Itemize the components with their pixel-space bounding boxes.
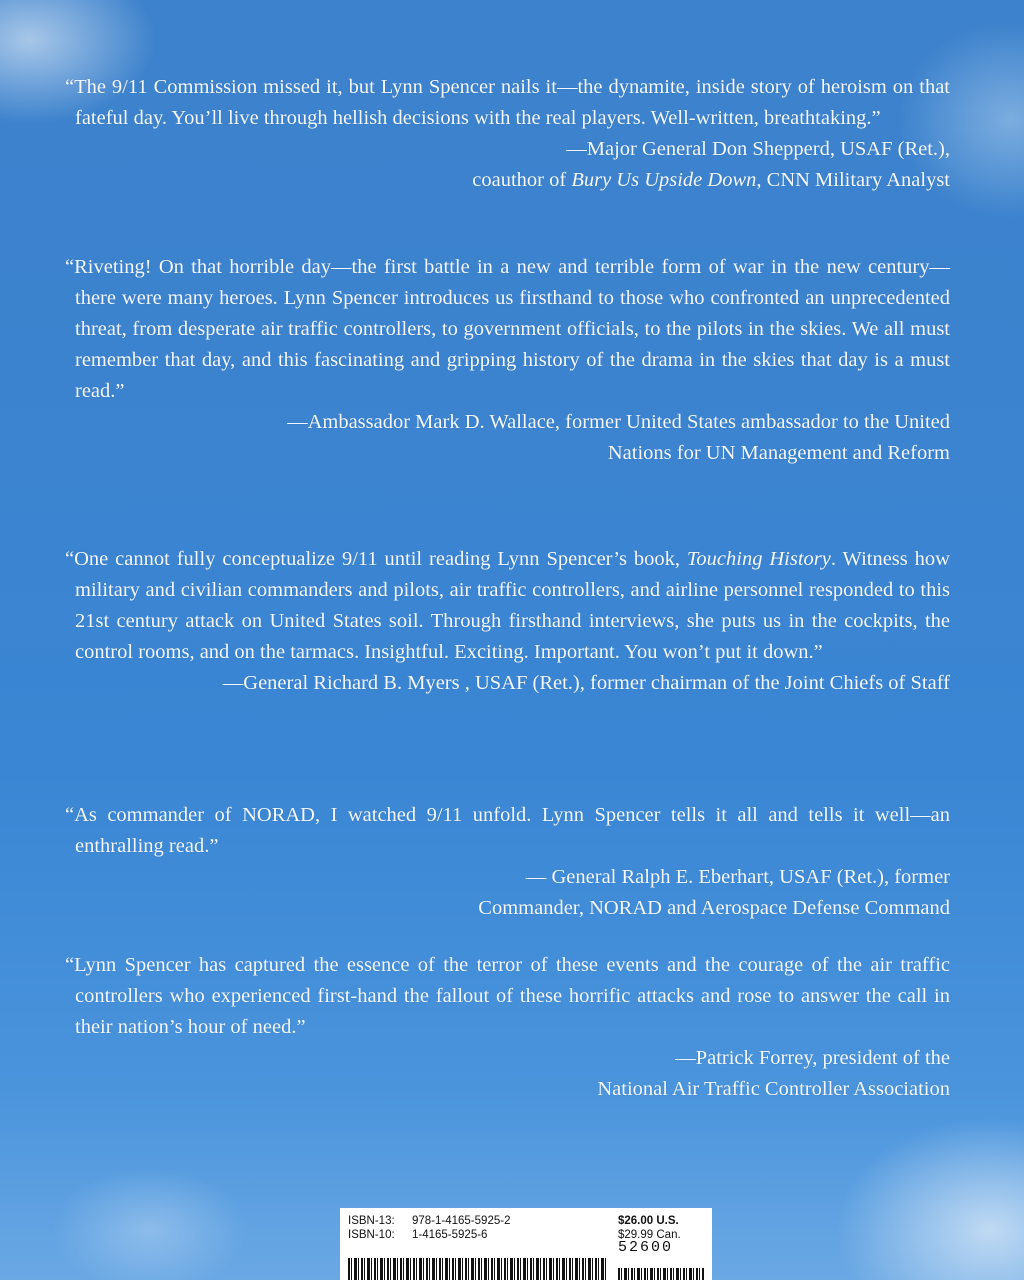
blurb-text: “The 9/11 Commission missed it, but Lynn Spencer nails it—the dynamite, inside story of heroism on that fateful day. You’ll live through hellish decisions with the real players. Well-written, breathtaking.” <box>65 76 950 129</box>
price-us: $26.00 U.S. <box>618 1215 679 1227</box>
blurb-text: “As commander of NORAD, I watched 9/11 unfold. Lynn Spencer tells it all and tells it well—an enthralling read.” <box>65 804 950 857</box>
isbn-block <box>348 1214 510 1242</box>
blurb-attribution <box>60 1043 950 1105</box>
attribution-line: —Major General Don Shepperd, USAF (Ret.), <box>566 138 950 160</box>
attribution-line: —General Richard B. Myers , USAF (Ret.), former chairman of the Joint Chiefs of Staff <box>222 672 950 694</box>
barcode-bars <box>348 1258 606 1280</box>
isbn10-row <box>348 1228 510 1242</box>
price-block <box>618 1214 681 1242</box>
blurb-myers <box>60 544 950 699</box>
isbn10-value: 1-4165-5925-6 <box>412 1229 488 1241</box>
price-can: $29.99 Can. <box>618 1229 681 1241</box>
attribution-line: — General Ralph E. Eberhart, USAF (Ret.), former <box>525 866 950 888</box>
price-code: 52600 <box>618 1239 674 1256</box>
blurb-text: “Riveting! On that horrible day—the first battle in a new and terrible form of war in the new century—there were many heroes. Lynn Spencer introduces us firsthand to those who confronted an unprecedented threat, from desperate air traffic controllers, to government officials, to the pilots in the skies. We all must remember that day, and this fascinating and gripping history of the drama in the skies that day is a must read.” <box>65 256 950 402</box>
isbn13-value: 978-1-4165-5925-2 <box>412 1215 511 1227</box>
blurb-attribution <box>60 407 950 469</box>
book-title: Touching History <box>686 548 831 570</box>
isbn13-row <box>348 1214 510 1228</box>
attribution-line: —Ambassador Mark D. Wallace, former United States ambassador to the United <box>287 411 950 433</box>
attribution-suffix: , CNN Military Analyst <box>756 169 950 191</box>
attribution-line: —Patrick Forrey, president of the <box>675 1047 950 1069</box>
isbn13-label: ISBN-13: <box>348 1215 395 1227</box>
attribution-line: Nations for UN Management and Reform <box>607 442 950 464</box>
blurb-eberhart <box>60 800 950 924</box>
book-title: Bury Us Upside Down <box>571 169 757 191</box>
blurb-attribution <box>60 862 950 924</box>
attribution-prefix: coauthor of <box>472 169 572 191</box>
blurb-forrey <box>60 950 950 1105</box>
blurb-wallace <box>60 252 950 469</box>
blurb-text-suffix: . Witness how military and civilian commanders and pilots, air traffic controllers, and airline personnel responded to this 21st century attack on United States soil. Through firsthand interviews, she puts us in the cockpits, the control rooms, and on the tarmacs. Insightful. Exciting. Important. You won’t put it down.” <box>75 548 950 663</box>
isbn10-label: ISBN-10: <box>348 1229 395 1241</box>
barcode-label <box>340 1208 712 1280</box>
price-barcode-bars <box>618 1268 704 1280</box>
blurb-shepperd <box>60 72 950 196</box>
attribution-line: Commander, NORAD and Aerospace Defense Command <box>478 897 950 919</box>
attribution-line: National Air Traffic Controller Association <box>597 1078 950 1100</box>
blurb-text-prefix: “One cannot fully conceptualize 9/11 until reading Lynn Spencer’s book, <box>65 548 687 570</box>
blurb-attribution <box>60 134 950 196</box>
blurb-attribution <box>60 668 950 699</box>
blurb-text: “Lynn Spencer has captured the essence of the terror of these events and the courage of the air traffic controllers who experienced first-hand the fallout of these horrific attacks and rose to answer the call in their nation’s hour of need.” <box>65 954 950 1038</box>
blurb-text <box>60 544 950 668</box>
